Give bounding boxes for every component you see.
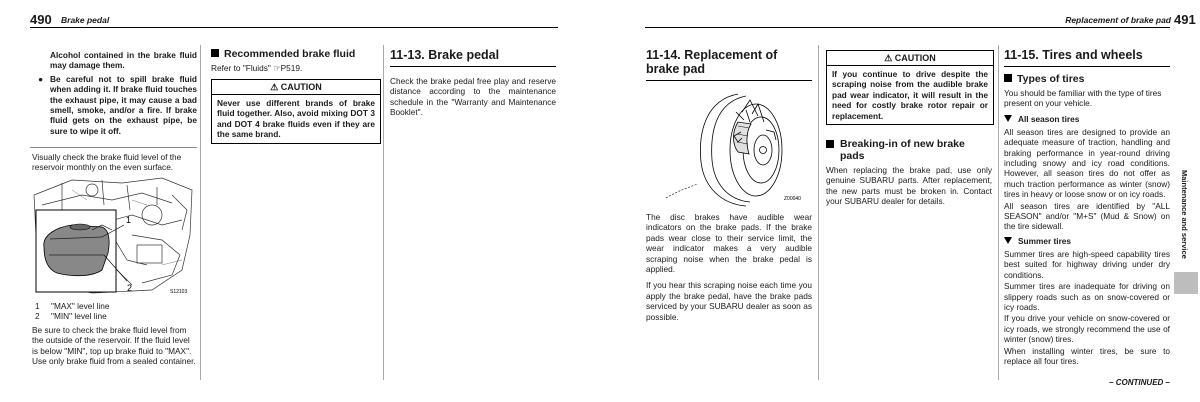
left-col2 bbox=[211, 48, 381, 73]
tires-intro: You should be familiar with the type of tires present on your vehicle. bbox=[1004, 88, 1162, 109]
warning-triangle-icon: ⚠ bbox=[270, 82, 279, 92]
caution-box-brake-fluid bbox=[211, 79, 381, 144]
column-divider bbox=[383, 45, 384, 380]
outside-check-text: Be sure to check the brake fluid level from the outside of the reservoir. If the fluid level is below "MIN", top up brake fluid to "MAX". Use only brake fluid from a sealed container. bbox=[32, 325, 196, 367]
replacement-brake-pad-heading: 11-14. Replacement of brake pad bbox=[646, 48, 778, 76]
figure-code: Z00040 bbox=[784, 196, 801, 202]
triangle-bullet-icon bbox=[1004, 237, 1012, 244]
tires-wheels-heading: 11-15. Tires and wheels bbox=[1004, 48, 1143, 62]
brake-pedal-body: Check the brake pedal free play and reserve distance according to the maintenance schedule in the "Warranty and Maintenance Booklet". bbox=[390, 76, 556, 118]
triangle-bullet-icon bbox=[1004, 115, 1012, 122]
caution-header: ⚠ CAUTION bbox=[212, 80, 380, 95]
breaking-in-heading: Breaking-in of new brake pads bbox=[826, 138, 992, 162]
continued-label: – CONTINUED – bbox=[1109, 378, 1170, 387]
wear-indicator-paragraph: The disc brakes have audible wear indicators on the brake pads. If the brake pads wear close to their service limit, the wear indicator makes a very audible scraping noise when the brake pedal is applied. bbox=[646, 212, 812, 275]
callout-2: 2 bbox=[127, 283, 133, 293]
breaking-in-body: When replacing the brake pad, use only genuine SUBARU parts. After replacement, the new parts must be broken in. Contact your SUBARU dealer for details. bbox=[826, 165, 992, 207]
warning-triangle-icon: ⚠ bbox=[884, 53, 893, 63]
right-col3 bbox=[1004, 48, 1170, 367]
caution-bullet-item: ● Be careful not to spill brake fluid when adding it. If brake fluid touches the exhaust pipe, it may cause a bad smell, smoke, and/or a fire. If brake fluid gets on the exhaust pipe, be sure to wipe it off. bbox=[38, 73, 197, 136]
page-title-right: Replacement of brake pad bbox=[1065, 15, 1171, 25]
square-bullet-icon bbox=[211, 49, 219, 57]
caution-text: Never use different brands of brake fluid together. Also, avoid mixing DOT 3 and DOT 4 brake fluids even if they are the same brand. bbox=[217, 98, 375, 140]
caution-header: ⚠ CAUTION bbox=[827, 51, 993, 66]
summer-tires-body: Summer tires are high-speed capability tires best suited for highway driving under dry conditions. Summer tires are inadequate for driving on slippery roads such as on snow-covered or icy roads. If you drive your vehicle on snow-covered or icy roads, we strongly recommend the use of winter (snow) tires. When installing winter tires, be sure to replace all four tires. bbox=[1004, 248, 1170, 366]
caution-continuation: Alcohol contained in the brake fluid may damage them. bbox=[50, 50, 197, 71]
header-rule-left bbox=[30, 27, 558, 28]
legend-item-1: 1 "MAX" level line bbox=[35, 301, 110, 311]
refer-fluids-text: Refer to "Fluids" ☞P519. bbox=[211, 63, 303, 73]
recommended-brake-fluid-heading: Recommended brake fluid bbox=[211, 48, 381, 60]
visual-check-text: Visually check the brake fluid level of the reservoir monthly on the even surface. bbox=[32, 152, 182, 173]
square-bullet-icon bbox=[1004, 74, 1012, 82]
wheel-wear-indicator-illustration bbox=[646, 92, 812, 208]
brake-fluid-reservoir-illustration bbox=[32, 175, 195, 297]
caution-bullet-list bbox=[32, 74, 197, 136]
heading-rule bbox=[390, 66, 556, 67]
all-season-heading: All season tires bbox=[1004, 114, 1170, 124]
page-number-left: 490 bbox=[30, 12, 52, 27]
scraping-noise-paragraph: If you hear this scraping noise each time you apply the brake pedal, have the brake pads serviced by your SUBARU dealer as soon as possible. bbox=[646, 280, 812, 322]
figure-code: S12103 bbox=[170, 289, 188, 295]
brake-pedal-section-heading: 11-13. Brake pedal bbox=[390, 48, 500, 62]
right-col1-body bbox=[646, 212, 812, 328]
caution-box-brake-pad bbox=[826, 50, 994, 125]
right-col2 bbox=[826, 138, 992, 207]
left-col1 bbox=[32, 50, 197, 138]
left-col3 bbox=[390, 48, 556, 118]
square-bullet-icon bbox=[826, 140, 834, 148]
column-divider bbox=[998, 45, 999, 380]
all-season-body: All season tires are designed to provide an adequate measure of traction, handling and braking performance in year-round driving including snowy and icy road conditions. However, all season tires do not offer as much traction performance as winter (snow) tires in heavy or loose snow or on icy roads. All season tires are identified by "ALL SEASON" and/or "M+S" (Mud & Snow) on the tire sidewall. bbox=[1004, 126, 1170, 232]
heading-rule bbox=[1004, 66, 1170, 67]
page-number-right: 491 bbox=[1174, 12, 1196, 27]
brake-disc-drawing bbox=[646, 92, 812, 208]
caution-text: If you continue to drive despite the scraping noise from the audible brake pad wear indicator, it will result in the need for costly brake rotor repair or replacement. bbox=[832, 69, 988, 121]
side-tab-label: Maintenance and service bbox=[1180, 170, 1189, 259]
heading-rule bbox=[646, 80, 812, 81]
engine-bay-drawing bbox=[32, 175, 195, 297]
figure-legend bbox=[32, 301, 197, 322]
page-title-left: Brake pedal bbox=[61, 15, 110, 25]
caution-box-bottom bbox=[30, 147, 197, 148]
types-of-tires-heading: Types of tires bbox=[1004, 73, 1170, 85]
header-rule-right bbox=[645, 27, 1170, 28]
summer-tires-heading: Summer tires bbox=[1004, 236, 1170, 246]
right-col1 bbox=[646, 48, 812, 81]
callout-1: 1 bbox=[126, 215, 132, 225]
column-divider bbox=[200, 45, 201, 380]
legend-item-2: 2 "MIN" level line bbox=[35, 311, 107, 322]
column-divider bbox=[818, 45, 819, 380]
